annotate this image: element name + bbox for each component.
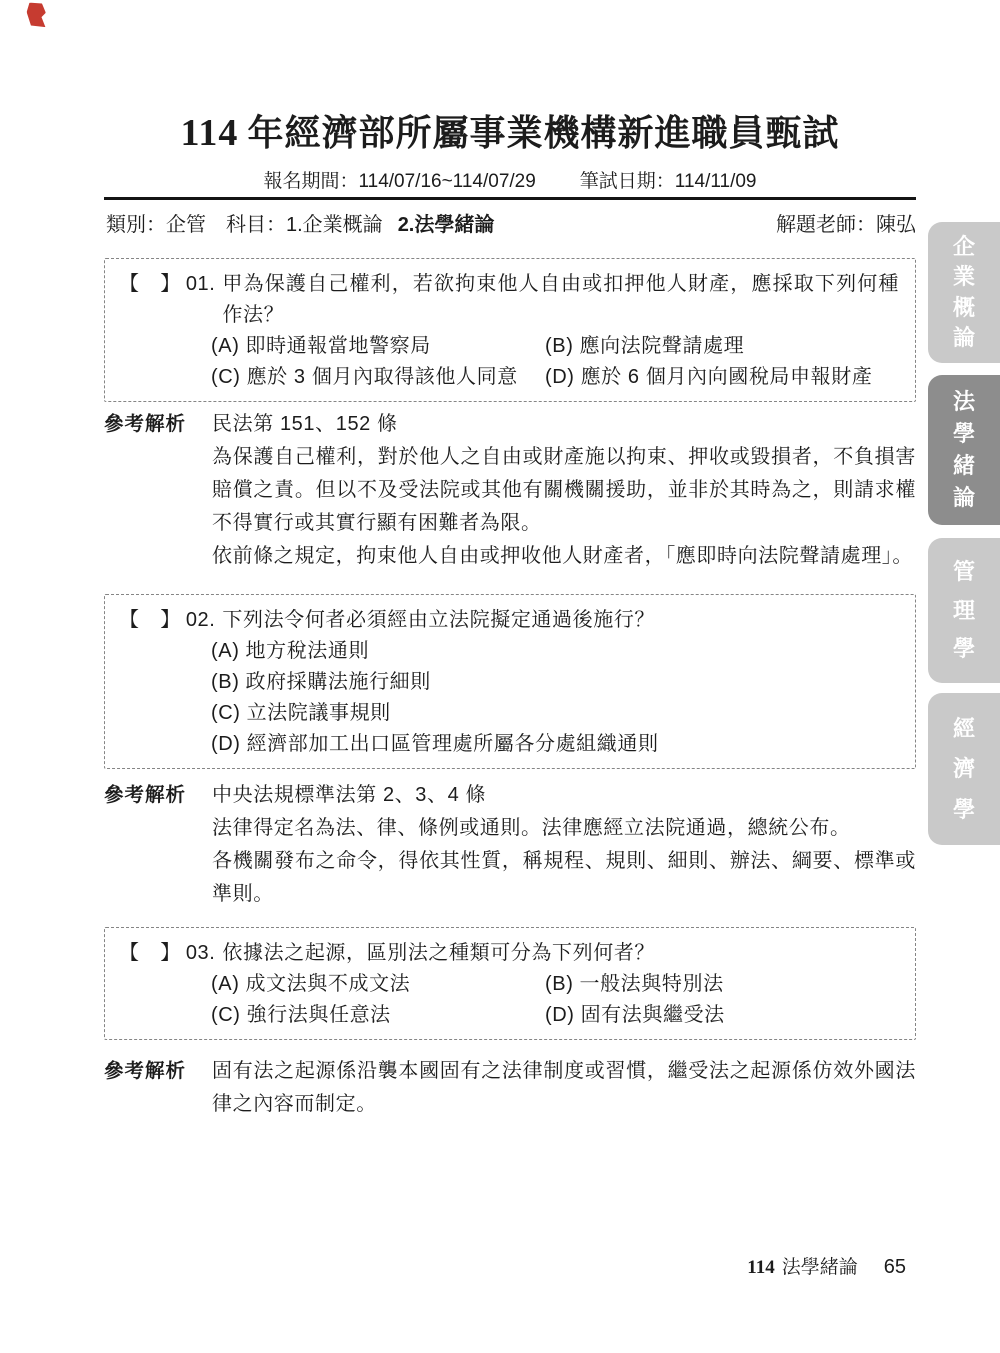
option-label: (B) xyxy=(545,973,574,995)
subjects-label: 科目：1.企業概論 xyxy=(226,214,383,236)
question-number: 03. xyxy=(185,942,216,964)
question-head xyxy=(119,938,899,969)
options-list xyxy=(211,331,899,393)
option-A xyxy=(211,636,899,667)
analysis-paragraph: 各機關發布之命令，得依其性質，稱規程、規則、細則、辦法、綱要、標準或準則。 xyxy=(212,850,916,905)
question-box-03 xyxy=(104,927,916,1040)
analysis-paragraph: 為保護自己權利，對於他人之自由或財產施以拘束、押收或毀損者，不負損害賠償之責。但以不及受法院或其他有關機關援助，並非於其時為之，則請求權不得實行或其實行顯有困難者為限。 xyxy=(212,446,916,534)
question-head xyxy=(119,269,899,331)
answer-bracket: 【 】 xyxy=(119,609,181,631)
page-title-year: 114 xyxy=(180,112,239,154)
options-list xyxy=(211,969,899,1031)
page-title-text: 年經濟部所屬事業機構新進職員甄試 xyxy=(247,112,840,153)
question-number: 01. xyxy=(185,273,216,295)
option-label: (A) xyxy=(211,640,240,662)
option-label: (C) xyxy=(211,366,241,388)
analysis-paragraph: 固有法之起源係沿襲本國固有之法律制度或習慣，繼受法之起源係仿效外國法律之內容而制定。 xyxy=(212,1060,916,1115)
option-label: (B) xyxy=(545,335,574,357)
option-text: 固有法與繼受法 xyxy=(580,1004,725,1026)
written-exam-date: 筆試日期：114/11/09 xyxy=(579,171,757,192)
question-number: 02. xyxy=(185,609,216,631)
option-label: (D) xyxy=(545,366,575,388)
subject-highlight: 2.法學緒論 xyxy=(397,214,495,236)
registration-period: 報名期間：114/07/16~114/07/29 xyxy=(263,171,536,192)
option-text: 經濟部加工出口區管理處所屬各分處組織通則 xyxy=(246,733,659,755)
option-text: 一般法與特別法 xyxy=(579,973,724,995)
tab-char: 學 xyxy=(952,796,975,822)
option-B xyxy=(545,969,899,1000)
tab-char: 法 xyxy=(952,389,975,414)
option-D xyxy=(545,362,899,393)
analysis-label: 參考解析 xyxy=(104,1060,187,1082)
tab-char: 學 xyxy=(952,636,975,662)
options-list xyxy=(211,636,899,760)
option-C xyxy=(211,1000,545,1031)
tab-char: 概 xyxy=(952,294,975,320)
option-text: 立法院議事規則 xyxy=(246,702,391,724)
option-text: 即時通報當地警察局 xyxy=(245,335,431,357)
option-A xyxy=(211,331,545,362)
analysis-body xyxy=(212,779,916,911)
analysis-body xyxy=(212,408,916,573)
tab-management xyxy=(928,538,1000,683)
tab-economics xyxy=(928,693,1000,845)
tab-law-introduction xyxy=(928,375,1000,525)
option-text: 應向法院聲請處理 xyxy=(579,335,745,357)
tab-char: 業 xyxy=(952,264,975,290)
tab-char: 論 xyxy=(952,324,975,350)
analysis-label: 參考解析 xyxy=(104,413,187,435)
question-stem: 下列法令何者必須經由立法院擬定通過後施行？ xyxy=(222,609,656,631)
option-D xyxy=(211,729,899,760)
option-label: (C) xyxy=(211,702,241,724)
tab-business-concepts xyxy=(928,222,1000,363)
teacher-label: 解題老師：陳弘 xyxy=(776,214,916,236)
footer-year: 114 xyxy=(747,1257,775,1278)
option-label: (A) xyxy=(211,973,240,995)
tab-char: 學 xyxy=(952,421,975,446)
footer-page-number: 65 xyxy=(883,1256,906,1278)
option-B xyxy=(211,667,899,698)
option-C xyxy=(211,362,545,393)
option-C xyxy=(211,698,899,729)
option-label: (A) xyxy=(211,335,240,357)
analysis-paragraph: 民法第 151、152 條 xyxy=(212,413,398,435)
option-text: 成文法與不成文法 xyxy=(245,973,411,995)
question-box-02 xyxy=(104,594,916,769)
option-text: 應於 6 個月內向國稅局申報財產 xyxy=(580,366,873,388)
option-B xyxy=(545,331,899,362)
option-label: (D) xyxy=(211,733,241,755)
option-text: 政府採購法施行細則 xyxy=(245,671,431,693)
option-D xyxy=(545,1000,899,1031)
analysis-block-01 xyxy=(104,408,916,573)
tab-char: 企 xyxy=(952,234,975,260)
analysis-block-02 xyxy=(104,779,916,911)
question-head xyxy=(119,605,899,636)
question-stem: 甲為保護自己權利，若欲拘束他人自由或扣押他人財產，應採取下列何種作法？ xyxy=(222,273,899,326)
option-A xyxy=(211,969,545,1000)
tab-char: 濟 xyxy=(952,756,975,781)
meta-line xyxy=(106,212,916,238)
question-box-01 xyxy=(104,258,916,402)
category-label: 類別：企管 xyxy=(106,214,206,236)
analysis-paragraph: 法律得定名為法、律、條例或通則。法律應經立法院通過，總統公布。 xyxy=(212,817,851,839)
analysis-paragraph: 依前條之規定，拘束他人自由或押收他人財產者，「應即時向法院聲請處理」。 xyxy=(212,545,913,567)
tab-char: 理 xyxy=(952,597,975,623)
option-label: (C) xyxy=(211,1004,241,1026)
answer-bracket: 【 】 xyxy=(119,942,181,964)
option-label: (D) xyxy=(545,1004,575,1026)
page-footer xyxy=(104,1252,906,1279)
question-stem: 依據法之起源，區別法之種類可分為下列何者？ xyxy=(222,942,656,964)
header-divider xyxy=(104,197,916,200)
tab-char: 管 xyxy=(952,558,975,584)
analysis-body xyxy=(212,1055,916,1121)
option-label: (B) xyxy=(211,671,240,693)
option-text: 應於 3 個月內取得該他人同意 xyxy=(246,366,518,388)
tab-char: 經 xyxy=(952,715,975,741)
tab-char: 緒 xyxy=(952,453,975,478)
option-text: 地方稅法通則 xyxy=(245,640,370,662)
analysis-label: 參考解析 xyxy=(104,784,187,806)
option-text: 強行法與任意法 xyxy=(246,1004,391,1026)
tab-char: 論 xyxy=(952,485,975,510)
red-scan-artifact xyxy=(26,1,48,29)
analysis-block-03 xyxy=(104,1055,916,1121)
exam-dates-line xyxy=(104,169,916,195)
page-title xyxy=(104,110,916,156)
analysis-paragraph: 中央法規標準法第 2、3、4 條 xyxy=(212,784,487,806)
footer-subject: 法學緒論 xyxy=(781,1257,858,1278)
answer-bracket: 【 】 xyxy=(119,273,181,295)
